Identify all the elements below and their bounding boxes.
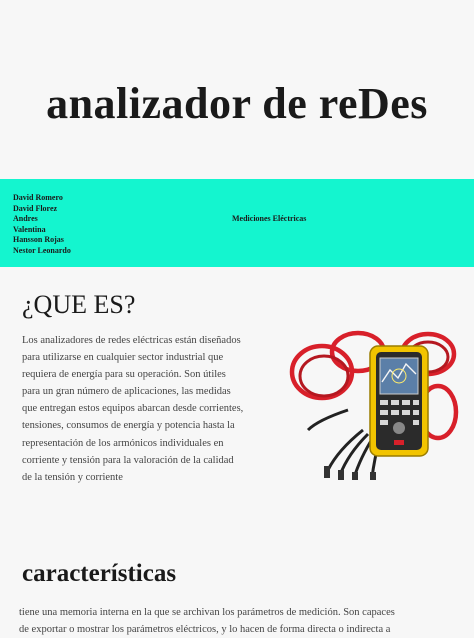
section-paragraph <box>22 332 287 486</box>
paragraph-line: de la tensión y corriente <box>22 471 123 483</box>
author-name: Nestor Leonardo <box>13 245 71 255</box>
page-title: analizador de reDes <box>46 79 428 128</box>
analyzer-device <box>370 346 428 456</box>
author-name: Andres <box>13 214 38 224</box>
paragraph-line: tiene una memoria interna en la que se archivan los parámetros de medición. Son capaces <box>19 607 395 618</box>
author-name: David Florez <box>13 203 58 213</box>
paragraph-line: para un gran número de aplicaciones, las medidas <box>22 386 231 398</box>
network-analyzer-image <box>288 330 460 480</box>
paragraph-line: representación de los armónicos individuales en <box>22 437 224 449</box>
paragraph-line: que entregan estos equipos abarcan desde corrientes, <box>22 403 244 415</box>
author-name: David Romero <box>13 193 63 202</box>
author-name: Hansson Rojas <box>13 235 64 245</box>
paragraph-line: para utilizarse en cualquier sector industrial que <box>22 352 224 364</box>
section-heading-caracteristicas: características <box>22 560 177 587</box>
author-band <box>0 179 474 267</box>
section-heading-que-es: ¿QUE ES? <box>22 290 136 319</box>
author-name: Valentina <box>13 224 46 234</box>
subject-label: Mediciones Eléctricas <box>232 214 307 223</box>
paragraph-line: Los analizadores de redes eléctricas están diseñados <box>22 335 241 346</box>
paragraph-line: de exportar o mostrar los parámetros eléctricos, y lo hacen de forma directa o indirecta a <box>19 624 391 635</box>
paragraph-line: corriente y tensión para la valoración de la calidad <box>22 454 234 466</box>
probe-tips <box>324 466 376 480</box>
characteristics-paragraph <box>19 604 474 638</box>
probe-cables <box>308 410 380 478</box>
paragraph-line: tensiones, consumos de energía y potencia hasta la <box>22 420 235 432</box>
paragraph-line: requiera de energía para su operación. Son útiles <box>22 369 226 381</box>
author-list <box>13 193 71 257</box>
